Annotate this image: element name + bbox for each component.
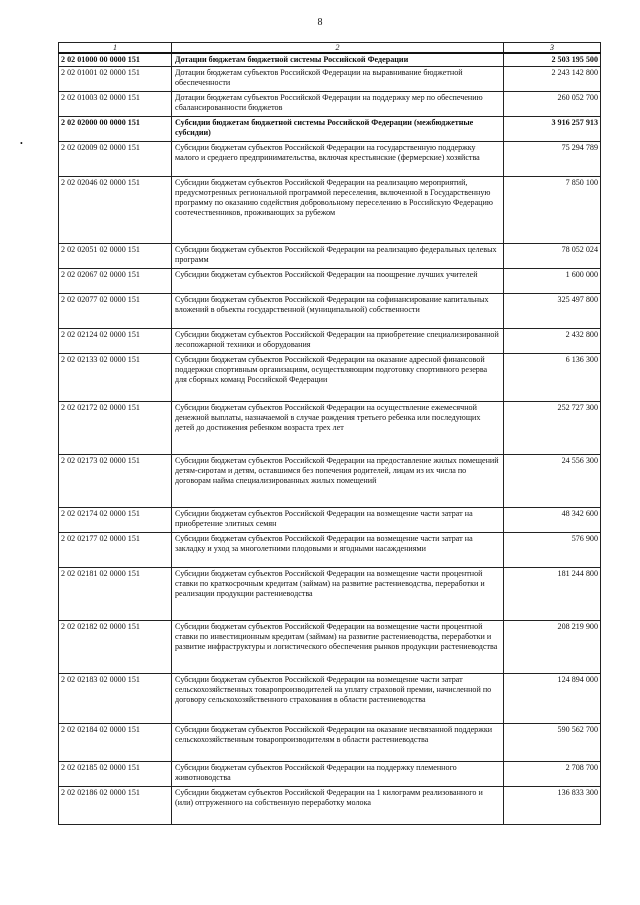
table-row [59, 53, 601, 67]
table-header-row [59, 43, 601, 54]
table-row [59, 354, 601, 402]
row-name: Субсидии бюджетам субъектов Российской Федерации на предоставление жилых помещений детям-сиротам и детям, оставшимся без попечения родителей, лицам из их числа по договорам найма специализированных жилых помещений [172, 455, 504, 508]
row-code: 2 02 01001 02 0000 151 [59, 67, 172, 92]
row-amount: 2 708 700 [504, 762, 601, 787]
row-code: 2 02 01000 00 0000 151 [59, 53, 172, 67]
table-row [59, 67, 601, 92]
row-name: Субсидии бюджетам субъектов Российской Федерации на возмещение части процентной ставки по инвестиционным кредитам (займам) на развитие растениеводства, переработки и развитие инфраструктуры и логистического обеспечения рынков продукции растениеводства [172, 621, 504, 674]
stray-mark: • [20, 139, 23, 148]
row-name: Дотации бюджетам бюджетной системы Российской Федерации [172, 53, 504, 67]
row-amount: 576 900 [504, 533, 601, 568]
row-name: Субсидии бюджетам субъектов Российской Федерации на реализацию федеральных целевых программ [172, 244, 504, 269]
row-amount: 2 432 800 [504, 329, 601, 354]
row-code: 2 02 02182 02 0000 151 [59, 621, 172, 674]
row-code: 2 02 02000 00 0000 151 [59, 117, 172, 142]
table-row [59, 269, 601, 294]
row-amount: 7 850 100 [504, 177, 601, 244]
row-amount: 3 916 257 913 [504, 117, 601, 142]
row-amount: 208 219 900 [504, 621, 601, 674]
table-row [59, 508, 601, 533]
row-name: Субсидии бюджетам субъектов Российской Федерации на возмещение части процентной ставки по краткосрочным кредитам (займам) на развитие растениеводства, переработки и реализации продукции растениеводства [172, 568, 504, 621]
row-amount: 75 294 789 [504, 142, 601, 177]
row-amount: 24 556 300 [504, 455, 601, 508]
row-code: 2 02 02172 02 0000 151 [59, 402, 172, 455]
row-name: Субсидии бюджетам субъектов Российской Федерации на реализацию мероприятий, предусмотренных региональной программой переселения, включенной в Государственную программу по оказанию содействия добровольному переселению в Российскую Федерацию соотечественников, проживающих за рубежом [172, 177, 504, 244]
row-name: Субсидии бюджетам субъектов Российской Федерации на оказание адресной финансовой поддержки спортивным организациям, осуществляющим подготовку спортивного резерва для сборных команд Российской Федерации [172, 354, 504, 402]
table-row [59, 244, 601, 269]
table-row [59, 762, 601, 787]
page-number: 8 [317, 17, 323, 28]
table-row [59, 621, 601, 674]
table-row [59, 402, 601, 455]
row-amount: 136 833 300 [504, 787, 601, 825]
row-code: 2 02 02077 02 0000 151 [59, 294, 172, 329]
row-code: 2 02 02185 02 0000 151 [59, 762, 172, 787]
row-amount: 325 497 800 [504, 294, 601, 329]
table-row [59, 724, 601, 762]
row-amount: 2 503 195 500 [504, 53, 601, 67]
row-code: 2 02 02051 02 0000 151 [59, 244, 172, 269]
table-row [59, 533, 601, 568]
row-code: 2 02 02133 02 0000 151 [59, 354, 172, 402]
row-code: 2 02 02186 02 0000 151 [59, 787, 172, 825]
row-code: 2 02 02124 02 0000 151 [59, 329, 172, 354]
budget-table [58, 42, 601, 825]
row-name: Субсидии бюджетам субъектов Российской Федерации на приобретение специализированной лесопожарной техники и оборудования [172, 329, 504, 354]
row-name: Субсидии бюджетам субъектов Российской Федерации на государственную поддержку малого и среднего предпринимательства, включая крестьянские (фермерские) хозяйства [172, 142, 504, 177]
row-amount: 1 600 000 [504, 269, 601, 294]
table-row [59, 787, 601, 825]
row-code: 2 02 02067 02 0000 151 [59, 269, 172, 294]
header-col-3: 3 [504, 43, 601, 54]
row-amount: 181 244 800 [504, 568, 601, 621]
row-code: 2 02 02173 02 0000 151 [59, 455, 172, 508]
header-col-1: 1 [59, 43, 172, 54]
row-name: Субсидии бюджетам субъектов Российской Федерации на осуществление ежемесячной денежной выплаты, назначаемой в случае рождения третьего ребенка или последующих детей до достижения ребенком возраста трех лет [172, 402, 504, 455]
row-name: Субсидии бюджетам субъектов Российской Федерации на софинансирование капитальных вложений в объекты государственной (муниципальной) собственности [172, 294, 504, 329]
row-amount: 48 342 600 [504, 508, 601, 533]
row-code: 2 02 02174 02 0000 151 [59, 508, 172, 533]
header-col-2: 2 [172, 43, 504, 54]
row-name: Субсидии бюджетам субъектов Российской Федерации на поощрение лучших учителей [172, 269, 504, 294]
row-name: Субсидии бюджетам субъектов Российской Федерации на 1 килограмм реализованного и (или) отгруженного на собственную переработку молока [172, 787, 504, 825]
row-amount: 78 052 024 [504, 244, 601, 269]
row-code: 2 02 02183 02 0000 151 [59, 674, 172, 724]
row-amount: 6 136 300 [504, 354, 601, 402]
row-amount: 260 052 700 [504, 92, 601, 117]
row-name: Субсидии бюджетам субъектов Российской Федерации на возмещение части затрат на приобретение элитных семян [172, 508, 504, 533]
table-row [59, 92, 601, 117]
table-row [59, 568, 601, 621]
row-amount: 2 243 142 800 [504, 67, 601, 92]
table-row [59, 294, 601, 329]
row-name: Дотации бюджетам субъектов Российской Федерации на выравнивание бюджетной обеспеченности [172, 67, 504, 92]
row-amount: 252 727 300 [504, 402, 601, 455]
row-name: Субсидии бюджетам субъектов Российской Федерации на возмещение части затрат сельскохозяйственных товаропроизводителей на уплату страховой премии, начисленной по договору сельскохозяйственного страхования в области растениеводства [172, 674, 504, 724]
row-code: 2 02 02046 02 0000 151 [59, 177, 172, 244]
table-row [59, 455, 601, 508]
row-amount: 124 894 000 [504, 674, 601, 724]
row-name: Субсидии бюджетам субъектов Российской Федерации на возмещение части затрат на закладку и уход за многолетними плодовыми и ягодными насаждениями [172, 533, 504, 568]
table-row [59, 329, 601, 354]
row-code: 2 02 02009 02 0000 151 [59, 142, 172, 177]
row-name: Субсидии бюджетам субъектов Российской Федерации на поддержку племенного животноводства [172, 762, 504, 787]
table-row [59, 674, 601, 724]
row-code: 2 02 01003 02 0000 151 [59, 92, 172, 117]
row-name: Субсидии бюджетам субъектов Российской Федерации на оказание несвязанной поддержки сельскохозяйственным товаропроизводителям в области растениеводства [172, 724, 504, 762]
row-code: 2 02 02177 02 0000 151 [59, 533, 172, 568]
row-code: 2 02 02181 02 0000 151 [59, 568, 172, 621]
table-row [59, 177, 601, 244]
row-code: 2 02 02184 02 0000 151 [59, 724, 172, 762]
table-row [59, 117, 601, 142]
table-row [59, 142, 601, 177]
row-name: Субсидии бюджетам бюджетной системы Российской Федерации (межбюджетные субсидии) [172, 117, 504, 142]
row-name: Дотации бюджетам субъектов Российской Федерации на поддержку мер по обеспечению сбалансированности бюджетов [172, 92, 504, 117]
row-amount: 590 562 700 [504, 724, 601, 762]
